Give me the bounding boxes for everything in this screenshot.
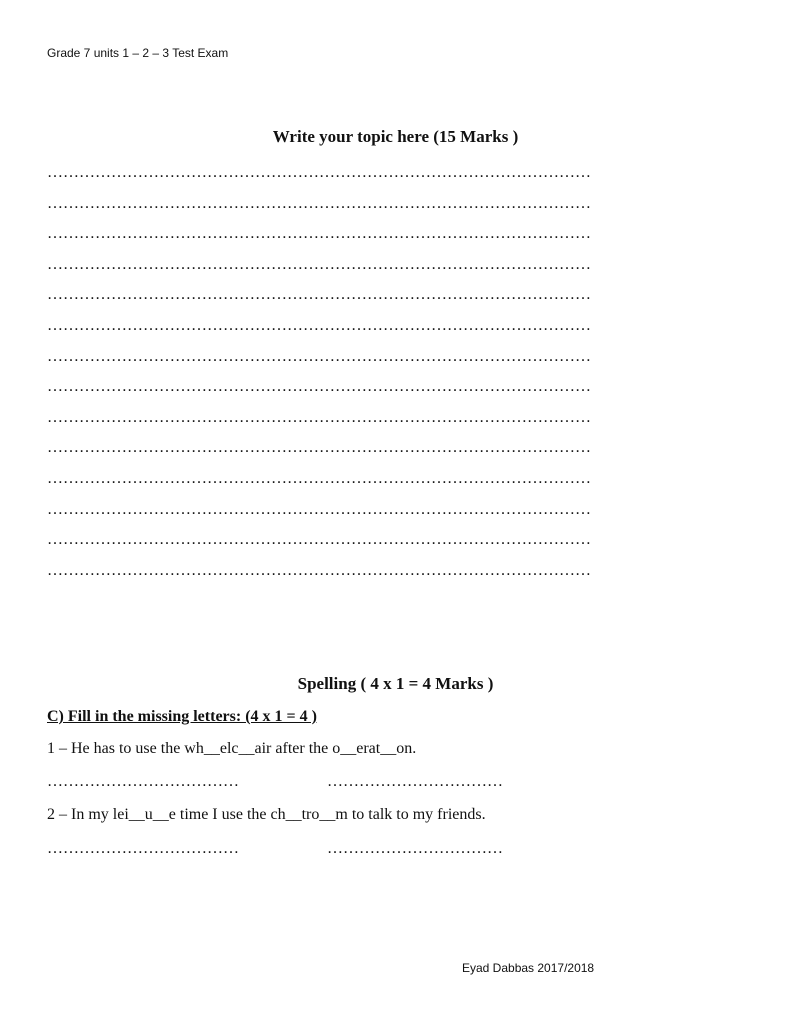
writing-line[interactable]: ………………………………………………………………………………………… [47,500,591,518]
spelling-section-title: Spelling ( 4 x 1 = 4 Marks ) [297,674,494,693]
writing-line[interactable]: ………………………………………………………………………………………… [47,439,591,457]
writing-line[interactable]: ………………………………………………………………………………………… [47,164,591,181]
writing-line[interactable]: ………………………………………………………………………………………… [47,561,591,579]
spelling-sentence-1: 1 – He has to use the wh__elc__air after the o__erat__on. [47,740,417,757]
writing-section-title: Write your topic here (15 Marks ) [272,127,519,146]
page-header: Grade 7 units 1 – 2 – 3 Test Exam [47,46,229,60]
writing-lines [47,163,737,591]
writing-line[interactable]: ………………………………………………………………………………………… [47,531,591,549]
writing-line[interactable]: ………………………………………………………………………………………… [47,255,591,273]
answer-blank-1a[interactable]: ……………………………… [47,773,239,790]
writing-line[interactable]: ………………………………………………………………………………………… [47,408,591,426]
page-footer: Eyad Dabbas 2017/2018 [462,961,595,975]
spelling-sentence-2: 2 – In my lei__u__e time I use the ch__tro__m to talk to my friends. [47,806,486,823]
writing-line[interactable]: ………………………………………………………………………………………… [47,378,591,396]
answer-blank-2a[interactable]: ……………………………… [47,840,239,857]
writing-line[interactable]: ………………………………………………………………………………………… [47,286,591,304]
writing-line[interactable]: ………………………………………………………………………………………… [47,225,591,243]
spelling-instruction: C) Fill in the missing letters: (4 x 1 = 4 ) [47,708,317,725]
writing-line[interactable]: ………………………………………………………………………………………… [47,347,591,365]
answer-blank-2b[interactable]: …………………………… [327,840,503,857]
writing-line[interactable]: ………………………………………………………………………………………… [47,469,591,487]
answer-blank-1b[interactable]: …………………………… [327,773,503,790]
writing-line[interactable]: ………………………………………………………………………………………… [47,194,591,212]
writing-line[interactable]: ………………………………………………………………………………………… [47,316,591,334]
